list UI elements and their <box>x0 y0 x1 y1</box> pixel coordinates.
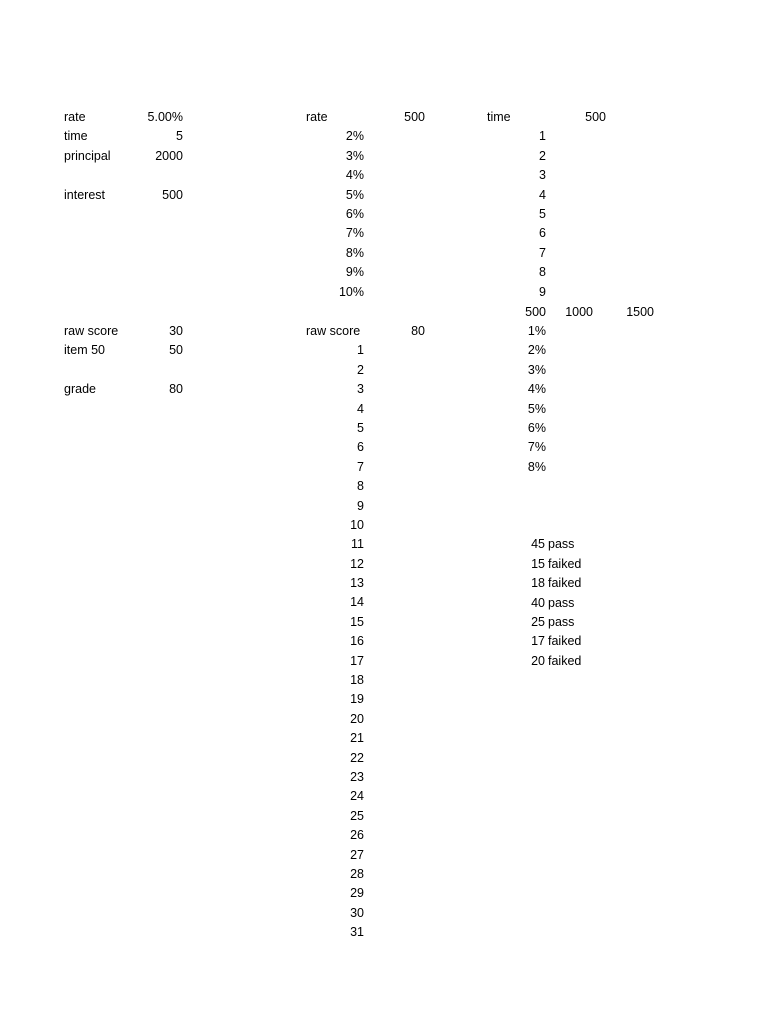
kv-value: 30 <box>169 324 183 338</box>
raw-score-table-column <box>306 341 364 942</box>
raw-score-table-cell: 24 <box>350 789 364 804</box>
raw-score-table-cell: 26 <box>350 828 364 843</box>
kv-row <box>64 341 186 360</box>
result-score: 15 <box>531 556 545 571</box>
two-way-table-corner: 500 <box>525 304 546 319</box>
two-way-table-col-header-2: 1500 <box>626 304 654 319</box>
raw-score-table-cell: 3 <box>357 382 364 397</box>
kv-row <box>64 108 186 127</box>
kv-label: raw score <box>64 324 119 338</box>
kv-value: 5.00% <box>147 110 183 124</box>
rate-table-header <box>306 108 426 127</box>
raw-score-table-header <box>306 322 426 341</box>
result-row <box>531 632 611 651</box>
raw-score-table-cell: 8 <box>357 479 364 494</box>
raw-score-table-cell: 28 <box>350 866 364 881</box>
raw-score-table-cell: 13 <box>350 576 364 591</box>
time-table-column <box>487 127 546 302</box>
kv-value: 80 <box>169 382 183 397</box>
rate-table-header-label: rate <box>306 110 328 124</box>
time-table-cell: 9 <box>539 284 546 299</box>
kv-row <box>64 380 186 399</box>
raw-score-table-cell: 5 <box>357 420 364 435</box>
raw-score-table-cell: 11 <box>351 537 364 552</box>
grade-calculation-block <box>64 322 186 400</box>
result-row <box>531 555 611 574</box>
result-status: pass <box>548 537 575 552</box>
raw-score-table-cell: 19 <box>350 692 364 707</box>
result-score: 17 <box>531 634 545 649</box>
rate-table-cell: 10% <box>338 284 364 299</box>
rate-table-cell: 5% <box>345 187 364 202</box>
raw-score-table-cell: 21 <box>350 731 364 746</box>
result-status: faiked <box>548 576 582 591</box>
result-row <box>531 613 611 632</box>
two-way-table-cell: 2% <box>527 343 546 358</box>
time-table-cell: 5 <box>539 206 546 221</box>
raw-score-table-cell: 31 <box>350 925 364 940</box>
kv-value: 500 <box>162 187 183 202</box>
raw-score-table-cell: 17 <box>350 653 364 668</box>
rate-table-header-value: 500 <box>404 110 425 124</box>
two-way-table-cell: 4% <box>527 382 546 397</box>
raw-score-table-cell: 4 <box>357 401 364 416</box>
raw-score-table-header-value: 80 <box>411 324 425 338</box>
result-status: faiked <box>548 556 582 571</box>
kv-row <box>64 186 186 205</box>
two-way-table-cell: 5% <box>527 401 546 416</box>
result-row <box>531 574 611 593</box>
time-table-header-label: time <box>487 110 511 124</box>
rate-table-cell: 6% <box>345 206 364 221</box>
raw-score-table-cell: 12 <box>350 556 364 571</box>
raw-score-table-header-label: raw score <box>306 324 361 338</box>
rate-table-cell: 7% <box>345 226 364 241</box>
raw-score-table-cell: 15 <box>350 614 364 629</box>
two-way-table-col-header-1: 1000 <box>565 304 593 319</box>
rate-table-cell: 2% <box>345 129 364 144</box>
result-status: faiked <box>548 653 582 668</box>
kv-row <box>64 127 186 146</box>
raw-score-table-cell: 1 <box>357 343 364 358</box>
time-table-cell: 8 <box>539 265 546 280</box>
raw-score-table-cell: 10 <box>350 517 364 532</box>
raw-score-table-cell: 6 <box>357 440 364 455</box>
result-score: 25 <box>531 614 545 629</box>
result-status: faiked <box>548 634 582 649</box>
raw-score-table-cell: 18 <box>350 673 364 688</box>
raw-score-table-cell: 30 <box>350 905 364 920</box>
raw-score-table-cell: 14 <box>350 595 364 610</box>
time-table-header <box>487 108 607 127</box>
time-table-cell: 7 <box>539 245 546 260</box>
interest-calculation-block <box>64 108 186 205</box>
kv-value: 2000 <box>155 148 183 163</box>
kv-row <box>64 166 186 185</box>
two-way-table-cell: 6% <box>527 420 546 435</box>
time-table-cell: 6 <box>539 226 546 241</box>
rate-table-cell: 8% <box>345 245 364 260</box>
kv-label: item 50 <box>64 343 105 358</box>
two-way-table-cell: 1% <box>527 324 546 338</box>
result-status: pass <box>548 614 575 629</box>
kv-label: principal <box>64 148 111 163</box>
result-score: 40 <box>531 595 545 610</box>
kv-label: interest <box>64 187 105 202</box>
raw-score-table-cell: 25 <box>350 808 364 823</box>
result-score: 18 <box>531 576 545 591</box>
time-table-header-value: 500 <box>585 110 606 124</box>
time-table-cell: 3 <box>539 168 546 183</box>
time-table-cell: 4 <box>539 187 546 202</box>
kv-row <box>64 322 186 341</box>
time-table-cell: 2 <box>539 148 546 163</box>
raw-score-table-cell: 27 <box>350 847 364 862</box>
raw-score-table-cell: 22 <box>350 750 364 765</box>
raw-score-table-cell: 7 <box>357 459 364 474</box>
two-way-table-cell: 3% <box>527 362 546 377</box>
result-status: pass <box>548 595 575 610</box>
result-score: 20 <box>531 653 545 668</box>
rate-table-cell: 9% <box>345 265 364 280</box>
result-row <box>531 535 611 554</box>
two-way-table-header <box>487 303 677 322</box>
two-way-table-cell: 8% <box>527 459 546 474</box>
result-score: 45 <box>531 537 545 552</box>
raw-score-table-cell: 23 <box>350 769 364 784</box>
kv-label: time <box>64 129 88 144</box>
rate-table-cell: 4% <box>345 168 364 183</box>
kv-row <box>64 361 186 380</box>
raw-score-table-cell: 9 <box>357 498 364 513</box>
rate-table-column <box>306 127 364 302</box>
results-column <box>531 535 611 671</box>
raw-score-table-cell: 29 <box>350 886 364 901</box>
raw-score-table-cell: 20 <box>350 711 364 726</box>
kv-value: 5 <box>176 129 183 144</box>
raw-score-table-cell: 16 <box>350 634 364 649</box>
two-way-table-column <box>487 322 546 477</box>
kv-value: 50 <box>169 343 183 358</box>
result-row <box>531 652 611 671</box>
kv-label: rate <box>64 110 86 124</box>
result-row <box>531 594 611 613</box>
two-way-table-cell: 7% <box>527 440 546 455</box>
kv-row <box>64 147 186 166</box>
rate-table-cell: 3% <box>345 148 364 163</box>
raw-score-table-cell: 2 <box>357 362 364 377</box>
time-table-cell: 1 <box>539 129 546 144</box>
kv-label: grade <box>64 382 96 397</box>
